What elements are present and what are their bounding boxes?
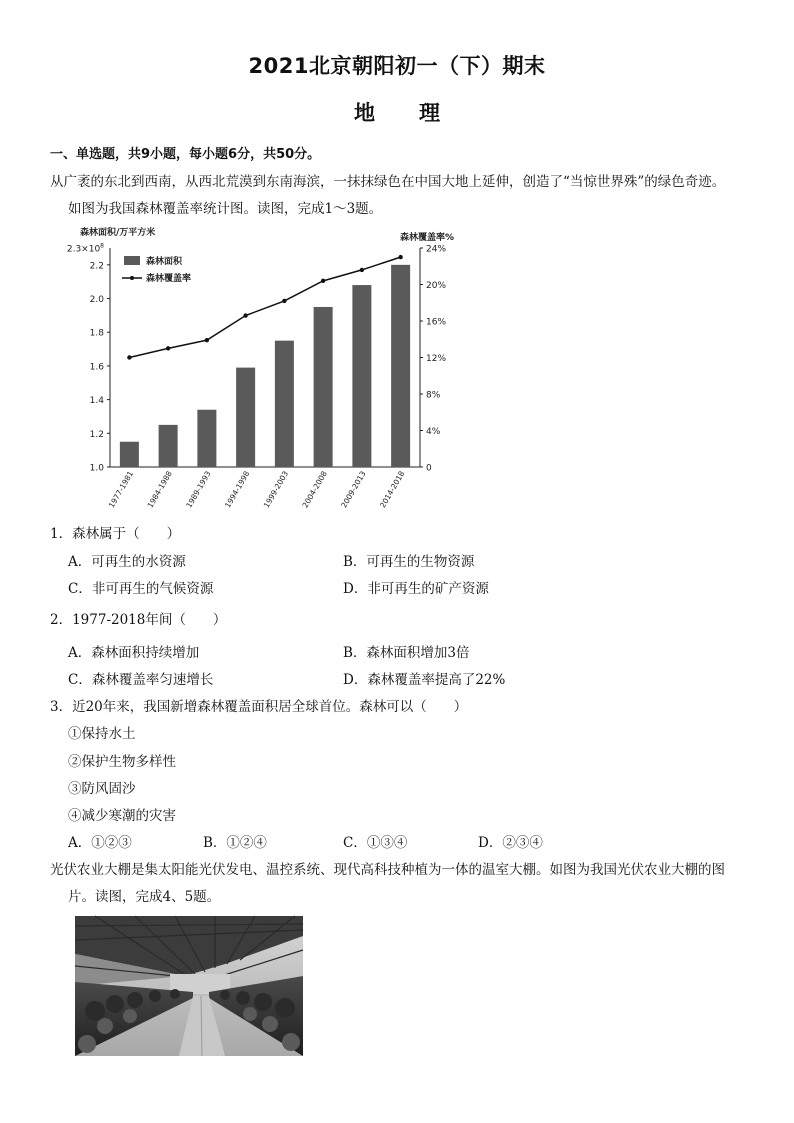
solar-greenhouse-photo	[75, 916, 303, 1056]
point-forest-coverage	[360, 268, 364, 272]
intro-paragraph-line2: 如图为我国森林覆盖率统计图。读图，完成1～3题。	[68, 201, 383, 217]
point-forest-coverage	[398, 255, 402, 259]
question-3-option-b[interactable]: B．①②④	[203, 835, 267, 851]
x-tick-label: 2004-2008	[300, 469, 329, 510]
legend-label-bar: 森林面积	[146, 257, 183, 267]
subject-title: 地理	[354, 101, 484, 125]
question-2-option-a[interactable]: A．森林面积持续增加	[68, 645, 200, 661]
right-tick-label: 12%	[426, 354, 447, 364]
left-tick-label: 1.2	[89, 429, 104, 440]
legend-swatch-bar	[124, 256, 140, 265]
x-tick-label: 1977-1981	[106, 469, 136, 510]
left-tick-label: 2.0	[89, 295, 104, 306]
point-forest-coverage	[282, 299, 286, 303]
left-tick-label: 1.0	[89, 463, 104, 474]
point-forest-coverage	[166, 346, 170, 350]
x-tick-label: 1994-1998	[223, 469, 252, 510]
question-3-item-3: ③防风固沙	[68, 781, 136, 797]
point-forest-coverage	[205, 338, 209, 342]
question-1-option-b[interactable]: B．可再生的生物资源	[343, 554, 475, 570]
question-3-option-c[interactable]: C．①③④	[343, 835, 408, 851]
question-3-item-2: ②保护生物多样性	[68, 754, 176, 770]
point-forest-coverage	[243, 313, 247, 317]
bar-forest-area	[391, 265, 410, 467]
intro2-paragraph-line2: 片。读图，完成4、5题。	[68, 889, 221, 905]
x-tick-label: 2009-2013	[339, 469, 368, 510]
x-tick-label: 1984-1988	[145, 469, 174, 510]
page-title: 2021北京朝阳初一（下）期末	[248, 54, 546, 78]
section-heading: 一、单选题，共9小题，每小题6分，共50分。	[50, 147, 321, 162]
point-forest-coverage	[321, 279, 325, 283]
intro2-paragraph-line1: 光伏农业大棚是集太阳能光伏发电、温控系统、现代高科技种植为一体的温室大棚。如图为我国光伏农业大棚的图	[50, 862, 725, 878]
bar-forest-area	[236, 368, 255, 467]
question-1-stem: 1．森林属于（ ）	[50, 526, 181, 542]
bar-forest-area	[314, 307, 333, 467]
forest-coverage-chart	[66, 226, 460, 516]
question-2-option-b[interactable]: B．森林面积增加3倍	[343, 645, 470, 661]
point-forest-coverage	[127, 355, 131, 359]
bar-forest-area	[197, 410, 216, 467]
left-axis-title: 森林面积/万平方米	[80, 228, 156, 238]
question-1-option-a[interactable]: A．可再生的水资源	[68, 554, 186, 570]
question-3-item-4: ④减少寒潮的灾害	[68, 808, 176, 824]
question-2-stem: 2．1977-2018年间（ ）	[50, 612, 227, 628]
intro-paragraph-line1: 从广袤的东北到西南，从西北荒漠到东南海滨，一抹抹绿色在中国大地上延伸，创造了“当惊世界殊”的绿色奇迹。	[50, 174, 726, 190]
legend-label-line: 森林覆盖率	[146, 274, 192, 284]
left-tick-label: 1.8	[89, 328, 104, 339]
legend-swatch-point	[130, 276, 134, 280]
left-tick-label: 2.2	[89, 261, 104, 272]
x-tick-label: 1989-1993	[184, 469, 213, 510]
question-3-option-a[interactable]: A．①②③	[68, 835, 132, 851]
right-tick-label: 24%	[426, 244, 447, 255]
question-1-option-c[interactable]: C．非可再生的气候资源	[68, 581, 214, 597]
right-tick-label: 4%	[426, 427, 441, 437]
right-tick-label: 20%	[426, 281, 447, 291]
bar-forest-area	[120, 442, 139, 467]
left-tick-label: 1.4	[89, 396, 104, 407]
question-2-option-d[interactable]: D．森林覆盖率提高了22%	[343, 672, 506, 688]
question-1-option-d[interactable]: D．非可再生的矿产资源	[343, 581, 489, 597]
left-tick-label: 1.6	[89, 362, 104, 373]
bar-forest-area	[275, 341, 294, 467]
right-tick-label: 0	[426, 463, 432, 474]
question-3-item-1: ①保持水土	[68, 726, 136, 742]
right-tick-label: 8%	[426, 390, 441, 401]
question-2-option-c[interactable]: C．森林覆盖率匀速增长	[68, 672, 214, 688]
x-tick-label: 2014-2018	[378, 469, 407, 510]
x-tick-label: 1999-2003	[261, 469, 291, 510]
question-3-option-d[interactable]: D．②③④	[478, 835, 543, 851]
right-axis-title: 森林覆盖率%	[399, 233, 454, 243]
right-tick-label: 16%	[426, 317, 447, 328]
bar-forest-area	[159, 425, 178, 467]
question-3-stem: 3．近20年来，我国新增森林覆盖面积居全球首位。森林可以（ ）	[50, 699, 468, 715]
left-top-tick-label: $2.3\times 10^8$	[66, 242, 104, 255]
bar-forest-area	[352, 285, 371, 467]
